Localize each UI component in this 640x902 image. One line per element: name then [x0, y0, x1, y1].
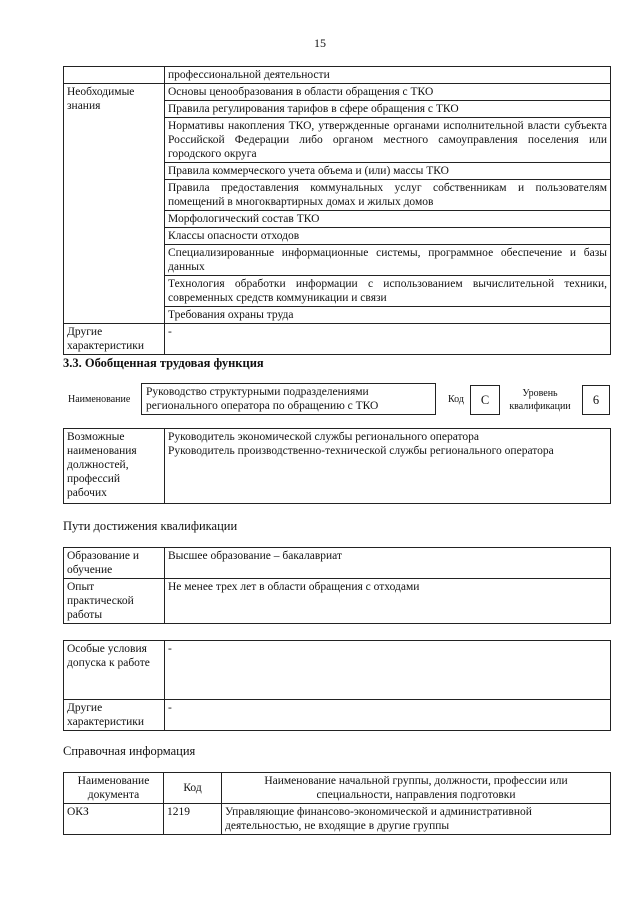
condition-value: -	[165, 700, 611, 731]
other-value: -	[165, 324, 611, 355]
table-row	[64, 700, 611, 731]
knowledge-item: Технология обработки информации с использованием вычислительной техники, современных средств коммуникации и связи	[165, 276, 611, 307]
table-row	[64, 429, 611, 504]
table-row	[64, 773, 611, 804]
knowledge-item: Требования охраны труда	[165, 307, 611, 324]
table-row	[64, 324, 611, 355]
paths-heading: Пути достижения квалификации	[63, 519, 238, 533]
knowledge-item: Морфологический состав ТКО	[165, 211, 611, 228]
header-cell: Код	[164, 773, 222, 804]
knowledge-item: Основы ценообразования в области обращения с ТКО	[165, 84, 611, 101]
reference-heading: Справочная информация	[63, 744, 196, 758]
knowledge-item: Специализированные информационные системы, программное обеспечение и базы данных	[165, 245, 611, 276]
level-value: 6	[582, 385, 610, 415]
table-row	[64, 804, 611, 835]
path-value: Не менее трех лет в области обращения с отходами	[165, 579, 611, 624]
path-label: Образование и обучение	[64, 548, 165, 579]
table-cell: 1219	[164, 804, 222, 835]
name-value: Руководство структурными подразделениями регионального оператора по обращению с ТКО	[141, 383, 436, 415]
path-value: Высшее образование – бакалавриат	[165, 548, 611, 579]
other-label: Другие характеристики	[64, 324, 165, 355]
section-heading: 3.3. Обобщенная трудовая функция	[63, 356, 264, 370]
knowledge-item: Нормативы накопления ТКО, утвержденные органами исполнительной власти субъекта Российской Федерации либо органом местного самоуправления поселения или городского округа	[165, 118, 611, 163]
table-cell: Управляющие финансово-экономической и административной деятельностью, не входящие в другие группы	[222, 804, 611, 835]
position-item: Руководитель производственно-технической службы регионального оператора	[168, 445, 554, 457]
table-row	[64, 641, 611, 700]
label-cell	[64, 67, 165, 84]
condition-label: Другие характеристики	[64, 700, 165, 731]
code-value: C	[470, 385, 500, 415]
table-cell: ОКЗ	[64, 804, 164, 835]
knowledge-item: Правила регулирования тарифов в сфере обращения с ТКО	[165, 101, 611, 118]
name-label: Наименование	[68, 394, 131, 405]
knowledge-item: Классы опасности отходов	[165, 228, 611, 245]
table-row	[64, 84, 611, 101]
header-cell: Наименование начальной группы, должности, профессии или специальности, направления подготовки	[222, 773, 611, 804]
path-label: Опыт практической работы	[64, 579, 165, 624]
page-number: 15	[314, 36, 326, 50]
knowledge-label: Необходимые знания	[64, 84, 165, 324]
level-label: Уровень квалификации	[509, 388, 571, 412]
paths-table	[63, 547, 611, 624]
knowledge-item: Правила коммерческого учета объема и (или) массы ТКО	[165, 163, 611, 180]
positions-table	[63, 428, 611, 504]
table-row	[64, 579, 611, 624]
conditions-table	[63, 640, 611, 731]
condition-label: Особые условия допуска к работе	[64, 641, 165, 700]
table-row	[64, 67, 611, 84]
positions-label: Возможные наименования должностей, профессий рабочих	[64, 429, 165, 504]
table-row	[64, 548, 611, 579]
continuation-cell: профессиональной деятельности	[165, 67, 611, 84]
position-item: Руководитель экономической службы регионального оператора	[168, 431, 480, 443]
knowledge-table	[63, 66, 611, 355]
knowledge-item: Правила предоставления коммунальных услуг собственникам и пользователям помещений в многоквартирных домах и жилых домов	[165, 180, 611, 211]
code-label: Код	[448, 394, 464, 405]
header-cell: Наименование документа	[64, 773, 164, 804]
reference-table	[63, 772, 611, 835]
condition-value: -	[165, 641, 611, 700]
